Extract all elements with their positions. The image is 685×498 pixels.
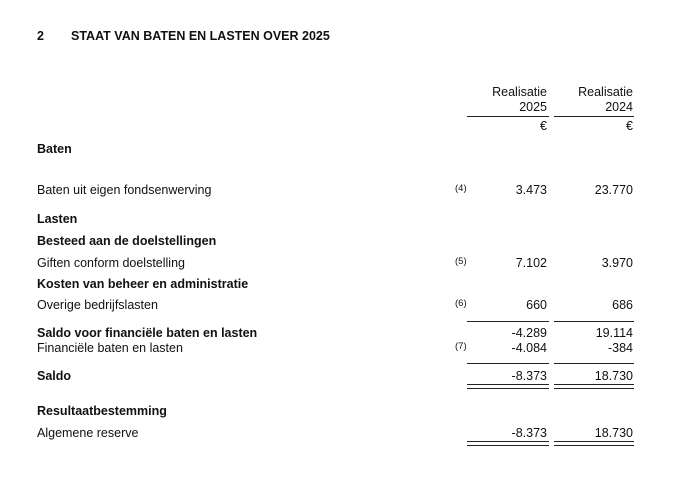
column-header-2024-year: 2024	[605, 100, 633, 114]
section-besteed: Besteed aan de doelstellingen	[37, 234, 217, 248]
saldo-double-rule-2025	[467, 384, 549, 389]
saldo-rule-2025	[467, 363, 549, 364]
note-ref-5: (5)	[455, 256, 467, 267]
subtotal-rule-2025	[467, 321, 549, 322]
value-2025-saldo-voor: -4.289	[511, 326, 547, 340]
saldo-double-rule-2024	[554, 384, 634, 389]
value-2025-algemene-reserve: -8.373	[511, 426, 547, 440]
value-2024-algemene-reserve: 18.730	[594, 426, 633, 440]
column-header-2024-line1: Realisatie	[578, 85, 633, 99]
value-2024-giften: 3.970	[601, 256, 633, 270]
unit-2024: €	[626, 119, 633, 133]
note-ref-6: (6)	[455, 298, 467, 309]
value-2024-baten-fondsenwerving: 23.770	[594, 183, 633, 197]
column-header-2025-year: 2025	[519, 100, 547, 114]
section-number: 2	[37, 29, 44, 43]
value-2024-financiele: -384	[607, 341, 633, 355]
value-2024-overige: 686	[612, 298, 633, 312]
section-lasten: Lasten	[37, 212, 78, 226]
value-2025-financiele: -4.084	[511, 341, 547, 355]
unit-2025: €	[540, 119, 547, 133]
row-label-giften: Giften conform doelstelling	[37, 256, 185, 270]
row-label-baten-fondsenwerving: Baten uit eigen fondsenwerving	[37, 183, 212, 197]
row-label-algemene-reserve: Algemene reserve	[37, 426, 139, 440]
section-kosten: Kosten van beheer en administratie	[37, 277, 249, 291]
value-2024-saldo: 18.730	[594, 369, 633, 383]
note-ref-4: (4)	[455, 183, 467, 194]
row-label-financiele: Financiële baten en lasten	[37, 341, 183, 355]
section-resultaatbestemming: Resultaatbestemming	[37, 404, 167, 418]
reserve-double-rule-2025	[467, 441, 549, 446]
note-ref-7: (7)	[455, 341, 467, 352]
section-baten: Baten	[37, 142, 72, 156]
header-rule-2024	[554, 116, 634, 117]
value-2024-saldo-voor: 19.114	[595, 326, 633, 340]
row-label-overige: Overige bedrijfslasten	[37, 298, 158, 312]
saldo-rule-2024	[554, 363, 634, 364]
value-2025-giften: 7.102	[515, 256, 547, 270]
row-label-saldo: Saldo	[37, 369, 72, 383]
header-rule-2025	[467, 116, 549, 117]
page-title: STAAT VAN BATEN EN LASTEN OVER 2025	[71, 29, 330, 43]
value-2025-saldo: -8.373	[511, 369, 547, 383]
subtotal-rule-2024	[554, 321, 634, 322]
column-header-2025	[492, 85, 547, 115]
reserve-double-rule-2024	[554, 441, 634, 446]
row-label-saldo-voor: Saldo voor financiële baten en lasten	[37, 326, 258, 340]
value-2025-baten-fondsenwerving: 3.473	[515, 183, 547, 197]
column-header-2025-line1: Realisatie	[492, 85, 547, 99]
value-2025-overige: 660	[526, 298, 547, 312]
column-header-2024	[578, 85, 633, 115]
